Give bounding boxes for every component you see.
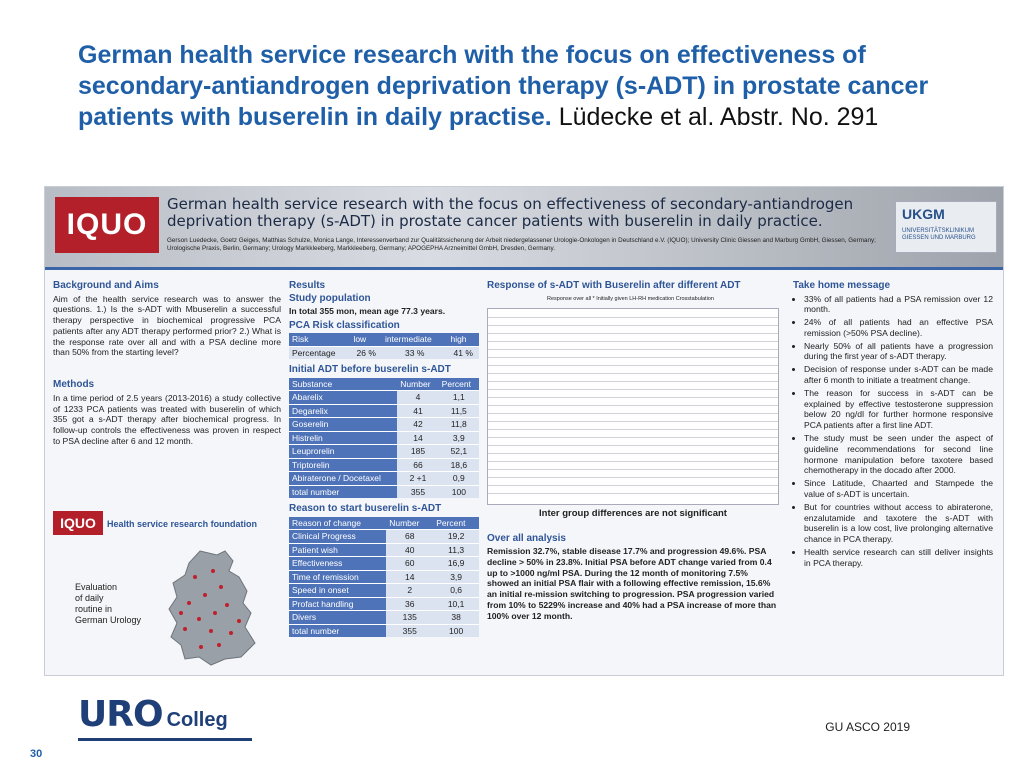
reason-cell: 16,9 xyxy=(433,557,479,571)
map-caption-line: German Urology xyxy=(75,615,142,625)
poster-title: German health service research with the focus on effectiveness of secondary-antiandrogen deprivation therapy (s-ADT) in prostate cancer patients with buserelin in daily practice. xyxy=(167,195,854,230)
adt-cell: 42 xyxy=(397,418,438,432)
crosstab-gridline xyxy=(488,477,778,478)
methods-heading: Methods xyxy=(53,379,95,391)
iquo-logo: IQUO xyxy=(55,197,159,253)
adt-cell: 66 xyxy=(397,458,438,472)
reason-cell: 0,6 xyxy=(433,584,479,598)
adt-cell: 4 xyxy=(397,391,438,405)
crosstab-gridline xyxy=(488,341,778,342)
reason-cell: 11,3 xyxy=(433,543,479,557)
results-column xyxy=(289,279,479,637)
take-home-heading: Take home message xyxy=(793,280,891,291)
risk-cell: 33 % xyxy=(382,346,448,359)
crosstab-gridline xyxy=(488,357,778,358)
crosstab-gridline xyxy=(488,373,778,374)
ukgm-logo xyxy=(895,201,997,253)
reason-cell: 60 xyxy=(386,557,433,571)
results-heading: Results xyxy=(289,280,326,291)
adt-cell: Triptorelin xyxy=(289,458,397,472)
adt-row xyxy=(289,458,479,472)
banner-stripe xyxy=(45,267,1003,270)
response-column xyxy=(487,279,779,622)
risk-table xyxy=(289,333,479,359)
reason-cell: 10,1 xyxy=(433,597,479,611)
crosstab-table xyxy=(487,308,779,505)
reason-header: Reason of change xyxy=(289,517,386,530)
study-population-text: In total 355 mon, mean age 77.3 years. xyxy=(289,306,446,316)
reason-cell: Patient wish xyxy=(289,543,386,557)
adt-cell: Goserelin xyxy=(289,418,397,432)
reason-cell: Divers xyxy=(289,611,386,625)
crosstab-gridline xyxy=(488,397,778,398)
risk-cell: 26 % xyxy=(350,346,382,359)
page-number: 30 xyxy=(30,748,43,760)
slide-title-text: German health service research with the focus on effectiveness of secondary-antiandrogen deprivation therapy (s-ADT) in prostate cancer patients with buserelin in daily practise. xyxy=(78,41,929,131)
reason-row xyxy=(289,597,479,611)
crosstab-gridline xyxy=(488,317,778,318)
reason-cell: 3,9 xyxy=(433,570,479,584)
reason-cell: 2 xyxy=(386,584,433,598)
reason-cell: 68 xyxy=(386,530,433,544)
abstract-reference: Lüdecke et al. Abstr. No. 291 xyxy=(558,103,879,131)
reason-cell: total number xyxy=(289,624,386,637)
adt-header: Percent xyxy=(439,378,479,391)
adt-cell: 52,1 xyxy=(439,445,479,459)
poster-image xyxy=(44,186,1004,676)
adt-cell: 2 +1 xyxy=(397,472,438,486)
take-home-item: • The reason for success in s-ADT can be explained by effective testosterone suppression below 20 ng/dl for further hormone responsive PCA patients after a first line ADT. xyxy=(804,388,993,431)
reason-table xyxy=(289,517,479,638)
risk-header: high xyxy=(447,333,479,346)
take-home-item: • Decision of response under s-ADT can be made after 6 month to initiate a treatment change. xyxy=(804,364,993,386)
adt-cell: 0,9 xyxy=(439,472,479,486)
risk-heading: PCA Risk classification xyxy=(289,319,400,331)
logo-uro: URO xyxy=(78,694,163,735)
crosstab-gridline xyxy=(488,405,778,406)
foundation-block xyxy=(53,509,281,539)
crosstab-gridline xyxy=(488,485,778,486)
adt-cell: Histrelin xyxy=(289,431,397,445)
crosstab-gridline xyxy=(488,325,778,326)
reason-row xyxy=(289,570,479,584)
reason-header: Number xyxy=(386,517,433,530)
reason-row xyxy=(289,557,479,571)
take-home-item: • But for countries without access to abiraterone, enzalutamide and taxotere the s-ADT with buserelin is a low cost, live prolonging alternative chance in PCA therapy. xyxy=(804,502,993,545)
adt-cell: Degarelix xyxy=(289,404,397,418)
adt-row xyxy=(289,418,479,432)
ukgm-subtitle: UNIVERSITÄTSKLINIKUM GIESSEN UND MARBURG xyxy=(902,228,976,241)
crosstab-gridline xyxy=(488,453,778,454)
adt-cell: 355 xyxy=(397,485,438,498)
foundation-text: Health service research foundation xyxy=(107,519,258,529)
germany-map-icon xyxy=(155,547,275,667)
take-home-item: • Since Latitude, Chaarted and Stampede the value of s-ADT is uncertain. xyxy=(804,478,993,500)
reason-cell: 38 xyxy=(433,611,479,625)
risk-cell: 41 % xyxy=(447,346,479,359)
adt-cell: 11,5 xyxy=(439,404,479,418)
reason-cell: 355 xyxy=(386,624,433,637)
overall-text: Remission 32.7%, stable disease 17.7% and progression 49.6%. PSA decline > 50% in 23.8%. Initial PSA before ADT change varied from 0.4 up to >1000 ng/ml PSA. During the 12 month of monitoring 7.5% showed an initial PSA flair with a following effective remission, 15.6% an initial re-mission switching to progression. PSA progression varied from 10% to 5229% increase and 40% had a PSA increase of more than 100% over 12 month. xyxy=(487,546,777,621)
reason-row xyxy=(289,611,479,625)
risk-header: intermediate xyxy=(382,333,448,346)
adt-cell: Abiraterone / Docetaxel xyxy=(289,472,397,486)
adt-header: Substance xyxy=(289,378,397,391)
poster-banner xyxy=(45,187,1003,267)
adt-heading: Initial ADT before buserelin s-ADT xyxy=(289,364,451,376)
take-home-list xyxy=(793,294,993,569)
adt-cell: 100 xyxy=(439,485,479,498)
adt-cell: 41 xyxy=(397,404,438,418)
risk-cell: Percentage xyxy=(289,346,350,359)
overall-heading: Over all analysis xyxy=(487,532,566,544)
adt-row xyxy=(289,431,479,445)
reason-cell: 19,2 xyxy=(433,530,479,544)
crosstab-gridline xyxy=(488,389,778,390)
congress-label: GU ASCO 2019 xyxy=(825,720,910,734)
crosstab-gridline xyxy=(488,437,778,438)
risk-header: low xyxy=(350,333,382,346)
crosstab-gridline xyxy=(488,461,778,462)
take-home-item: • The study must be seen under the aspect of guideline recommendations for second line hormone manipulation before taxotere based chemotherapy in the docado after 2000. xyxy=(804,433,993,476)
reason-cell: 36 xyxy=(386,597,433,611)
logo-underline xyxy=(78,738,252,741)
adt-cell: Leuprorelin xyxy=(289,445,397,459)
crosstab-gridline xyxy=(488,445,778,446)
crosstab-gridline xyxy=(488,365,778,366)
adt-cell: total number xyxy=(289,485,397,498)
take-home-item: • 24% of all patients had an effective PSA remission (>50% PSA decline). xyxy=(804,317,993,339)
slide-title xyxy=(78,40,978,133)
reason-cell: 135 xyxy=(386,611,433,625)
take-home-item: • Nearly 50% of all patients have a progression during the first year of s-ADT therapy. xyxy=(804,341,993,363)
adt-cell: 14 xyxy=(397,431,438,445)
adt-row xyxy=(289,404,479,418)
reason-cell: 14 xyxy=(386,570,433,584)
logo-colleg: Colleg xyxy=(166,709,228,731)
crosstab-gridline xyxy=(488,493,778,494)
adt-header: Number xyxy=(397,378,438,391)
crosstab-gridline xyxy=(488,349,778,350)
adt-cell: Abarelix xyxy=(289,391,397,405)
map-caption-line: Evaluation xyxy=(75,582,118,592)
methods-text: In a time period of 2.5 years (2013-2016) a study collective of 1233 PCA patients was treated with buserelin of which 355 got a s-ADT therapy after biochemical progress. In follow-up controls the effectiveness was proven in respect to PSA decline after 6 and 12 month. xyxy=(53,392,281,446)
background-column xyxy=(53,279,281,447)
reason-cell: 40 xyxy=(386,543,433,557)
adt-cell: 185 xyxy=(397,445,438,459)
adt-cell: 18,6 xyxy=(439,458,479,472)
crosstab-gridline xyxy=(488,381,778,382)
map-caption-line: routine in xyxy=(75,604,113,614)
take-home-item: • 33% of all patients had a PSA remission over 12 month. xyxy=(804,294,993,316)
adt-cell: 3,9 xyxy=(439,431,479,445)
foundation-logo: IQUO xyxy=(53,511,103,535)
reason-cell: 100 xyxy=(433,624,479,637)
take-home-column xyxy=(793,279,993,571)
risk-header: Risk xyxy=(289,333,350,346)
reason-cell: Effectiveness xyxy=(289,557,386,571)
crosstab-gridline xyxy=(488,333,778,334)
reason-row xyxy=(289,543,479,557)
background-text: Aim of the health service research was to answer the questions. 1.) Is the s-ADT with Mbuserelin a successful therapy perspective in biochemical progressive PCA patients after any ADT therapy performed prior? 2.) What is the response rate over all and with a PSA decline more than 50% from the starting level? xyxy=(53,293,281,358)
map-caption xyxy=(75,582,141,626)
ukgm-name: UKGM xyxy=(902,206,945,222)
response-heading: Response of s-ADT with Buserelin after different ADT xyxy=(487,280,741,291)
study-population-heading: Study population xyxy=(289,292,371,304)
adt-cell: 1,1 xyxy=(439,391,479,405)
reason-cell: Speed in onset xyxy=(289,584,386,598)
reason-row xyxy=(289,624,479,637)
map-caption-line: of daily xyxy=(75,593,104,603)
adt-cell: 11,8 xyxy=(439,418,479,432)
urocolleg-logo xyxy=(78,694,228,740)
take-home-item: • Health service research can still deliver insights in PCA therapy. xyxy=(804,547,993,569)
adt-row xyxy=(289,472,479,486)
crosstab-gridline xyxy=(488,421,778,422)
adt-row xyxy=(289,445,479,459)
background-heading: Background and Aims xyxy=(53,280,159,291)
crosstab-gridline xyxy=(488,469,778,470)
crosstab-caption: Response over all * Initially given LH-RH medication Crosstabulation xyxy=(547,295,714,302)
adt-row xyxy=(289,391,479,405)
reason-row xyxy=(289,584,479,598)
reason-heading: Reason to start buserelin s-ADT xyxy=(289,503,442,515)
reason-row xyxy=(289,530,479,544)
reason-cell: Profact handling xyxy=(289,597,386,611)
crosstab-gridline xyxy=(488,429,778,430)
adt-table xyxy=(289,378,479,499)
crosstab-gridline xyxy=(488,413,778,414)
poster-authors: Gerson Luedecke, Goetz Geiges, Matthias Schulze, Monica Lange, Interessenverband zur Qualitätssicherung der Arbeit niedergelassener Urologie-Onkologen in Deutschland e.V. (IQUO); University Clinic Giessen and Marburg GmbH, Giessen, Germany; Urologische Praxis, Berlin, Germany; Urology Markkleeberg, Markkleeberg, Germany; APOGEPHA Arzneimittel GmbH, Dresden, Germany. xyxy=(167,237,876,252)
intergroup-note: Inter group differences are not significant xyxy=(539,508,727,519)
reason-header: Percent xyxy=(433,517,479,530)
adt-row xyxy=(289,485,479,498)
reason-cell: Time of remission xyxy=(289,570,386,584)
reason-cell: Clinical Progress xyxy=(289,530,386,544)
